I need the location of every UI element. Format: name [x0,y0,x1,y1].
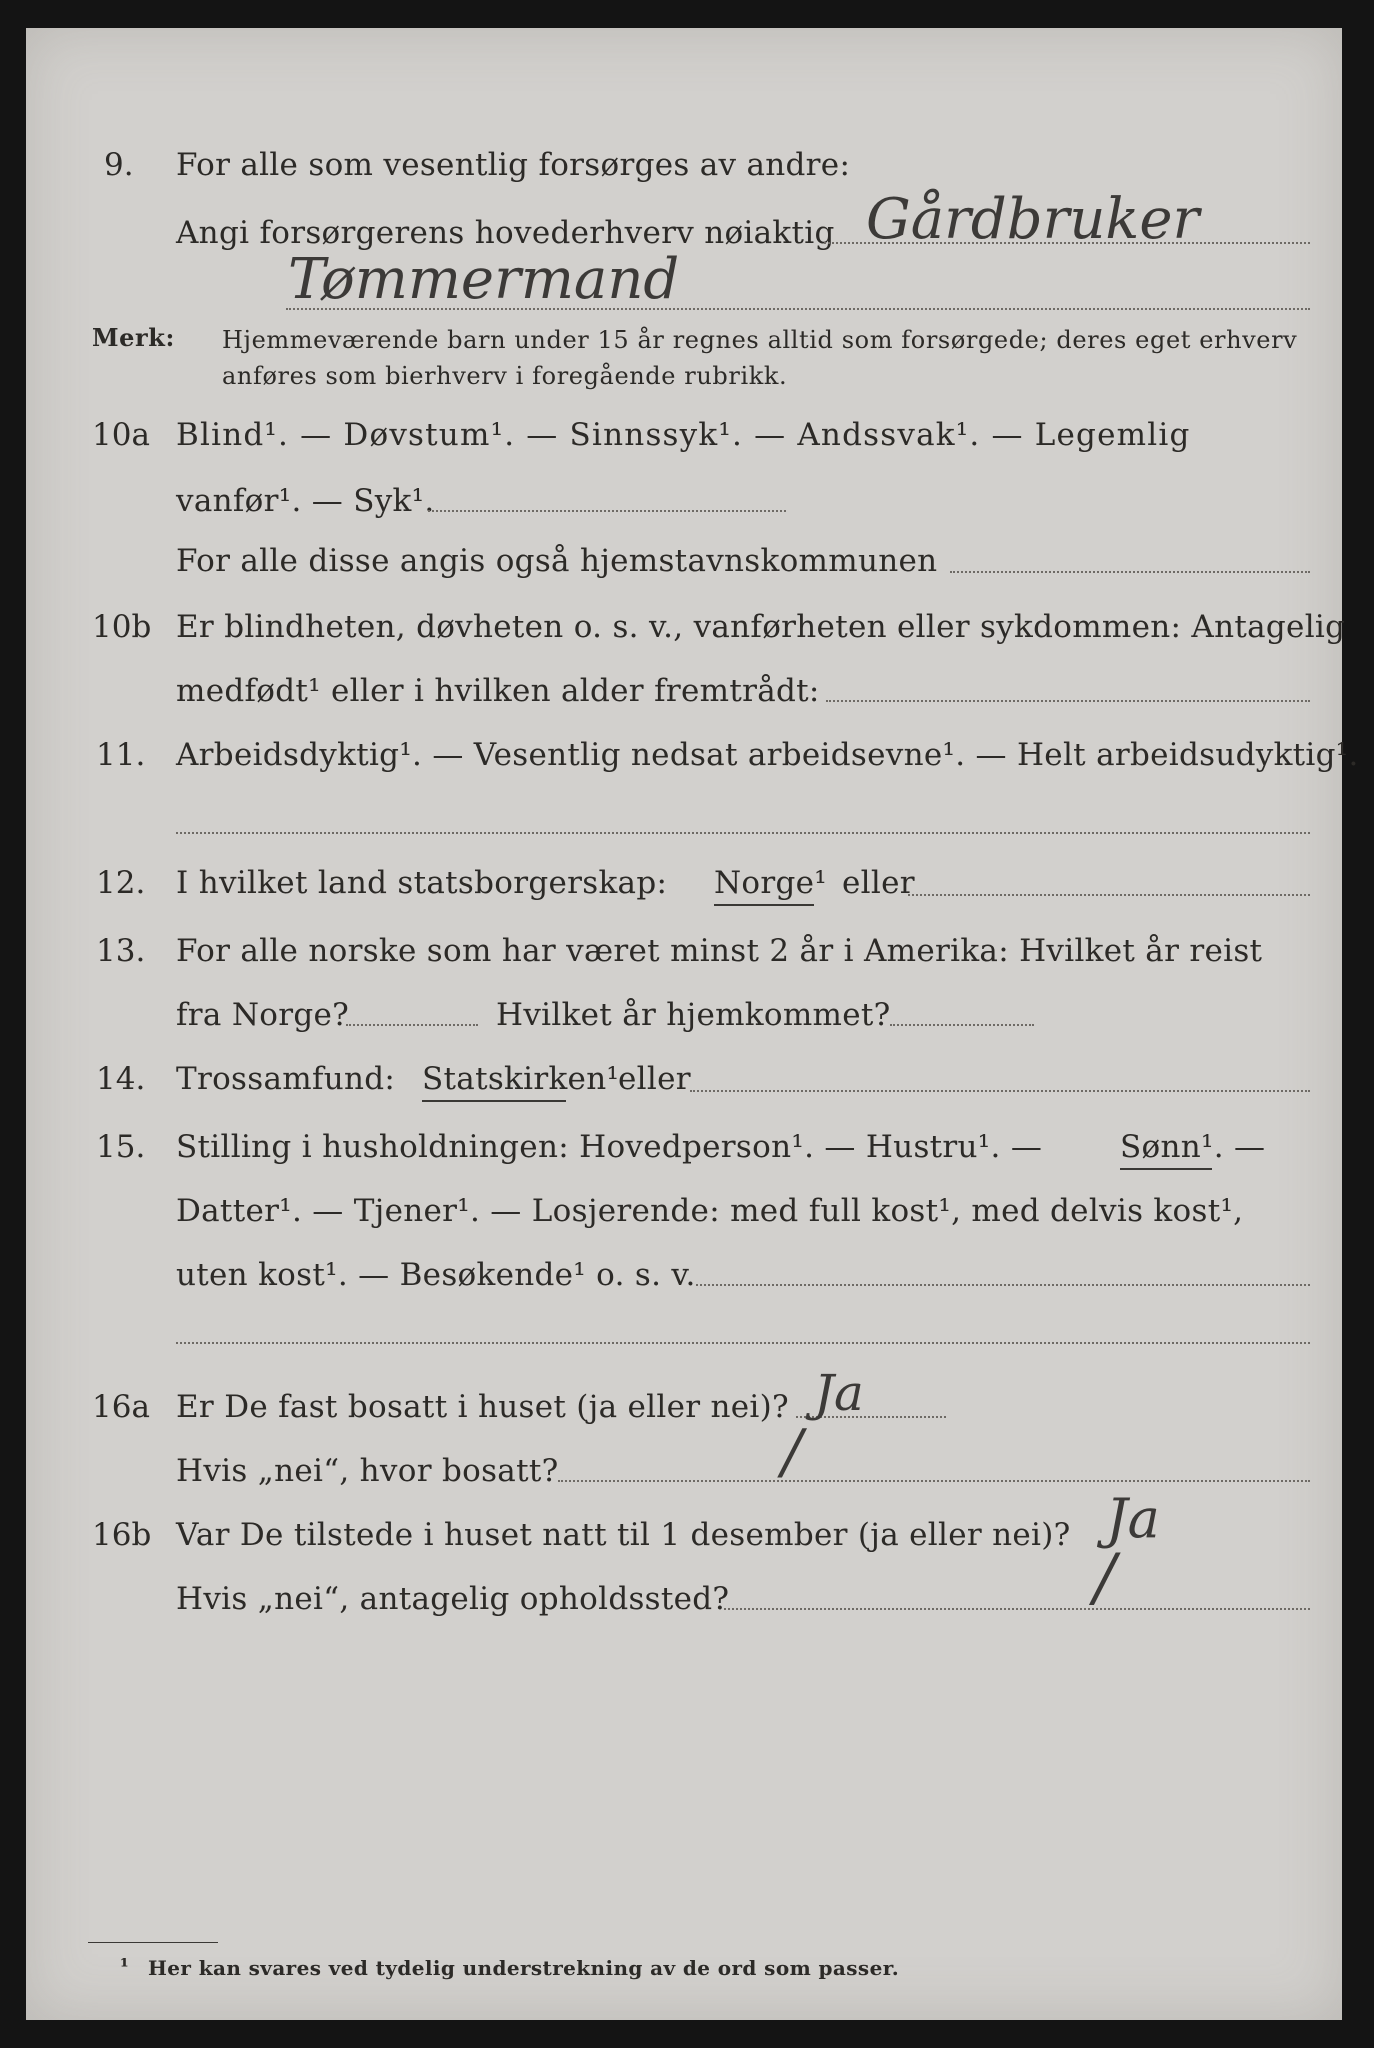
q15-answer-line-1 [696,1284,1310,1286]
q10a-hjemstavn-answer-line [950,571,1310,573]
q13-line1: For alle norske som har været minst 2 år i Amerika: Hvilket år reist [176,933,1263,969]
q16a-handwritten-ja: Ja [814,1364,864,1422]
q10a-number: 10a [92,417,150,453]
q14-option-statskirken: Statskirken¹ [422,1061,620,1097]
q16b-line2: Hvis „nei“, antagelig opholdssted? [176,1581,730,1617]
q16a-number: 16a [92,1389,150,1425]
q10a-line3: For alle disse angis også hjemstavnskommunen [176,543,938,579]
q12-answer-line [908,894,1310,896]
q12-prefix: I hvilket land statsborgerskap: [176,865,668,901]
q9-line2: Angi forsørgerens hovederhverv nøiaktig [176,215,835,251]
q15-option-sonn: Sønn¹. [1120,1129,1224,1165]
q12-norge-underline [714,904,814,906]
q16b-handwritten-slash: / [1094,1541,1116,1615]
q13-reist-answer-line [346,1024,478,1026]
q12-number: 12. [96,865,146,901]
q15-line3: uten kost¹. — Besøkende¹ o. s. v. [176,1257,696,1293]
q10b-number: 10b [92,609,152,645]
q15-sonn-underline [1120,1168,1212,1170]
merk-line2: anføres som bierhverv i foregående rubrikk. [222,362,788,390]
q16a-answer-line-2 [558,1480,1310,1482]
footnote-rule [88,1942,218,1943]
q12-suffix: eller [842,865,915,901]
merk-label: Merk: [92,323,175,352]
census-form-page [26,28,1359,2020]
q15-answer-line-2 [176,1342,1310,1344]
q15-line1a: Stilling i husholdningen: Hovedperson¹. — Hustru¹. — [176,1129,1043,1165]
q16b-line1: Var De tilstede i huset natt til 1 desember (ja eller nei)? [176,1517,1071,1553]
q15-number: 15. [96,1129,146,1165]
q12-option-norge: Norge¹ [714,865,828,901]
q13-line2a: fra Norge? [176,997,350,1033]
q10b-answer-line [826,700,1310,702]
footnote-text: Her kan svares ved tydelig understrekning av de ord som passer. [148,1956,900,1980]
q10a-syk-answer-line [428,510,786,512]
q9-number: 9. [104,147,134,183]
q9-handwritten-occupation-1: Gårdbruker [866,187,1200,252]
q16b-answer-line [724,1608,1310,1610]
q10b-line1: Er blindheten, døvheten o. s. v., vanførheten eller sykdommen: Antagelig [176,609,1346,645]
q11-number: 11. [96,737,146,773]
q14-prefix: Trossamfund: [176,1061,396,1097]
q9-handwritten-occupation-2: Tømmermand [288,247,680,312]
footnote-marker: ¹ [120,1954,130,1978]
q15-line1c: — [1234,1129,1266,1165]
q15-line2: Datter¹. — Tjener¹. — Losjerende: med full kost¹, med delvis kost¹, [176,1193,1244,1229]
q11-answer-line [176,832,1310,834]
q13-number: 13. [96,933,146,969]
q14-statskirken-underline [422,1100,566,1102]
q16b-handwritten-ja: Ja [1106,1487,1160,1550]
merk-line1: Hjemmeværende barn under 15 år regnes alltid som forsørgede; deres eget erhverv [222,326,1298,354]
q10b-line2: medfødt¹ eller i hvilken alder fremtrådt: [176,673,820,709]
q10a-line1: Blind¹. — Døvstum¹. — Sinnssyk¹. — Andssvak¹. — Legemlig [176,417,1191,453]
q16a-line2: Hvis „nei“, hvor bosatt? [176,1453,559,1489]
q11-line1: Arbeidsdyktig¹. — Vesentlig nedsat arbeidsevne¹. — Helt arbeidsudyktig¹. [176,737,1359,773]
q13-hjemkommet-answer-line [890,1024,1034,1026]
q16a-handwritten-slash: / [782,1417,803,1487]
q16a-line1: Er De fast bosatt i huset (ja eller nei)? [176,1389,789,1425]
q14-answer-line [690,1090,1310,1092]
q9-line1: For alle som vesentlig forsørges av andre: [176,147,851,183]
q16b-number: 16b [92,1517,152,1553]
q13-line2b: Hvilket år hjemkommet? [496,997,891,1033]
q14-suffix: eller [618,1061,691,1097]
q10a-line2: vanfør¹. — Syk¹. [176,483,435,519]
q14-number: 14. [96,1061,146,1097]
